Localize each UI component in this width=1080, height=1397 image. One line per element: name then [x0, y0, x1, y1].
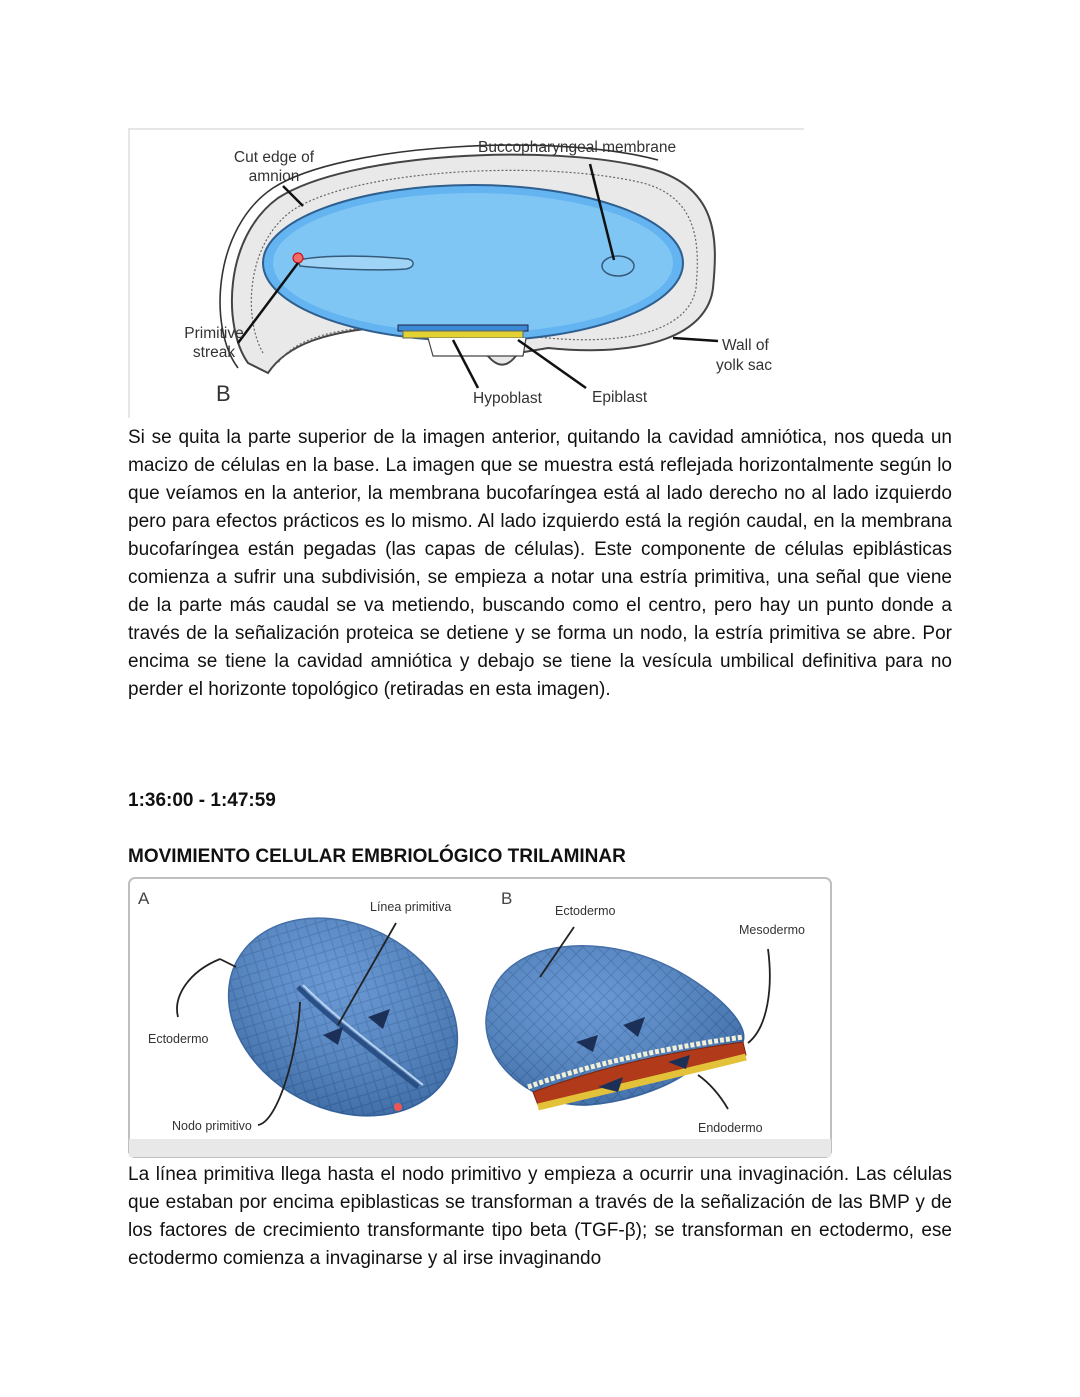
label-ectodermo-a: Ectodermo: [148, 1032, 209, 1046]
trilaminar-movement-figure: [128, 877, 832, 1158]
label-cut-edge-2: amnion: [248, 168, 300, 185]
label-buccopharyngeal: Buccopharyngeal membrane: [478, 139, 677, 156]
label-panel-b: B: [216, 381, 231, 406]
label-wall-yolk-1: Wall of: [722, 337, 769, 354]
primitive-streak-groove: [298, 256, 413, 270]
label-hypoblast: Hypoblast: [473, 390, 542, 407]
embryo-disc-figure-b: [128, 128, 804, 418]
section-title: MOVIMIENTO CELULAR EMBRIOLÓGICO TRILAMINAR: [128, 846, 626, 867]
label-mesodermo: Mesodermo: [739, 923, 805, 937]
label-endodermo: Endodermo: [698, 1121, 763, 1135]
label-primitive-streak-2: streak: [192, 344, 236, 361]
label-epiblast: Epiblast: [592, 389, 648, 406]
label-wall-yolk-2: yolk sac: [716, 357, 772, 374]
label-cut-edge-1: Cut edge of: [233, 149, 315, 166]
label-ectodermo-b: Ectodermo: [555, 904, 616, 918]
primitive-node-marker: [293, 253, 303, 263]
label-panel-b2: B: [501, 889, 513, 908]
label-nodo-primitivo: Nodo primitivo: [172, 1119, 252, 1133]
paragraph-1: Si se quita la parte superior de la imagen anterior, quitando la cavidad amniótica, nos queda un macizo de células en la base. La imagen que se muestra está reflejada horizontalmente según lo que veíamos en la anterior, la membrana bucofaríngea está al lado derecho no al lado izquierdo pero para efectos prácticos es lo mismo. Al lado izquierdo está la región caudal, en la membrana bucofaríngea están pegadas (las capas de células). Este componente de células epiblásticas comienza a sufrir una subdivisión, se empieza a notar una estría primitiva, una señal que viene de la parte más caudal se va metiendo, buscando como el centro, pero hay un punto donde a través de la señalización proteica se detiene y se forma un nodo, la estría primitiva se abre. Por encima se tiene la cavidad amniótica y debajo se tiene la vesícula umbilical definitiva para no perder el horizonte topológico (retiradas en esta imagen).: [128, 427, 952, 700]
timestamp: 1:36:00 - 1:47:59: [128, 790, 276, 811]
label-primitive-streak-1: Primitive: [184, 325, 244, 342]
paragraph-2: La línea primitiva llega hasta el nodo primitivo y empieza a ocurrir una invaginación. Las células que estaban por encima epiblasticas se transforman a través de la señalización de las BMP y de los factores de crecimiento transformante tipo beta (TGF-β); se transforman en ectodermo, ese ectodermo comienza a invaginarse y al irse invaginando: [128, 1164, 952, 1269]
label-panel-a: A: [138, 889, 150, 908]
label-linea-primitiva: Línea primitiva: [370, 900, 452, 914]
